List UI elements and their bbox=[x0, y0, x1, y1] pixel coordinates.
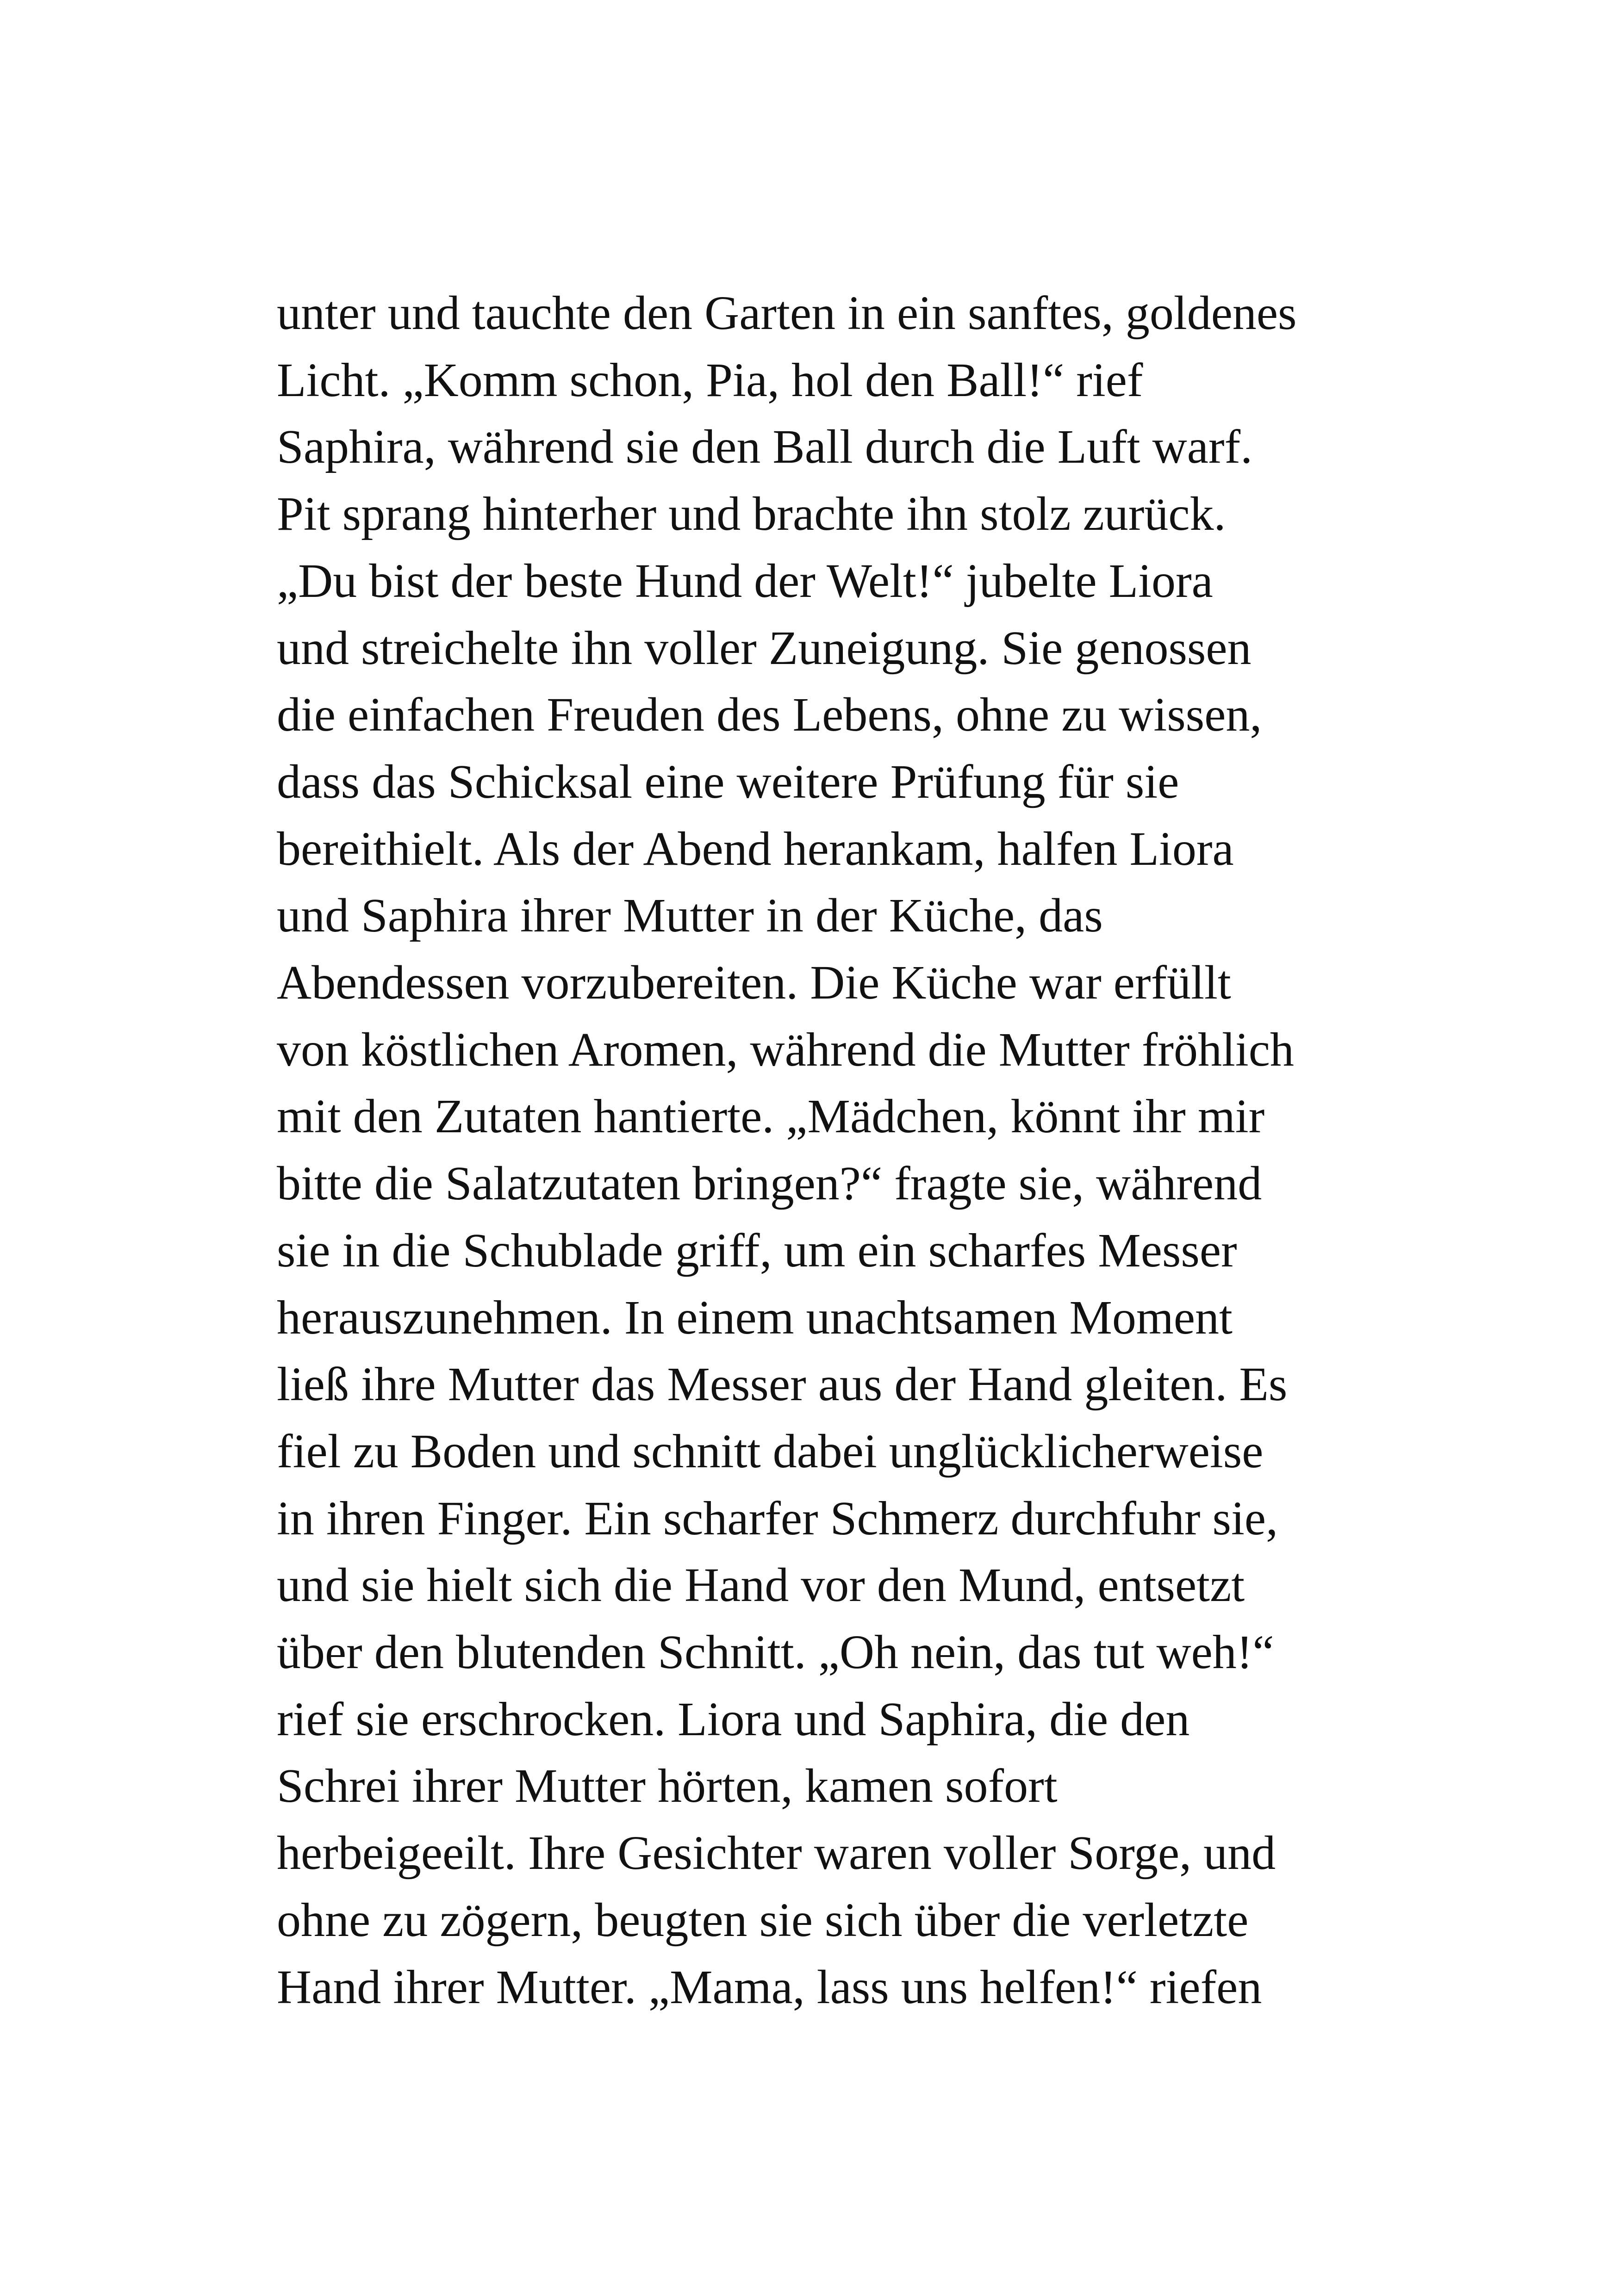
text-line: über den blutenden Schnitt. „Oh nein, das tut weh!“ bbox=[277, 1626, 1274, 1679]
text-line: rief sie erschrocken. Liora und Saphira, die den bbox=[277, 1692, 1190, 1746]
text-line: „Du bist der beste Hund der Welt!“ jubelte Liora bbox=[277, 554, 1213, 608]
text-line: Schrei ihrer Mutter hörten, kamen sofort bbox=[277, 1759, 1058, 1813]
text-line: herauszunehmen. In einem unachtsamen Moment bbox=[277, 1291, 1233, 1344]
text-line: mit den Zutaten hantierte. „Mädchen, könnt ihr mir bbox=[277, 1090, 1265, 1143]
text-line: ohne zu zögern, beugten sie sich über die verletzte bbox=[277, 1893, 1249, 1947]
text-line: die einfachen Freuden des Lebens, ohne zu wissen, bbox=[277, 688, 1262, 742]
text-line: fiel zu Boden und schnitt dabei unglücklicherweise bbox=[277, 1424, 1264, 1478]
text-line: Abendessen vorzubereiten. Die Küche war erfüllt bbox=[277, 956, 1231, 1010]
text-line: von köstlichen Aromen, während die Mutter fröhlich bbox=[277, 1023, 1294, 1076]
text-line: dass das Schicksal eine weitere Prüfung für sie bbox=[277, 755, 1179, 808]
text-line: ließ ihre Mutter das Messer aus der Hand gleiten. Es bbox=[277, 1358, 1288, 1411]
text-line: unter und tauchte den Garten in ein sanftes, goldenes bbox=[277, 286, 1297, 340]
text-line: und streichelte ihn voller Zuneigung. Sie genossen bbox=[277, 621, 1252, 675]
text-line: und Saphira ihrer Mutter in der Küche, das bbox=[277, 889, 1103, 943]
text-line: Saphira, während sie den Ball durch die Luft warf. bbox=[277, 420, 1253, 474]
text-line: Licht. „Komm schon, Pia, hol den Ball!“ rief bbox=[277, 353, 1143, 407]
body-text bbox=[277, 280, 1388, 2021]
text-line: in ihren Finger. Ein scharfer Schmerz durchfuhr sie, bbox=[277, 1491, 1278, 1545]
text-line: sie in die Schublade griff, um ein scharfes Messer bbox=[277, 1223, 1237, 1277]
text-line: herbeigeeilt. Ihre Gesichter waren voller Sorge, und bbox=[277, 1826, 1276, 1880]
text-line: und sie hielt sich die Hand vor den Mund, entsetzt bbox=[277, 1558, 1245, 1612]
text-line: bereithielt. Als der Abend herankam, halfen Liora bbox=[277, 822, 1234, 875]
text-line: Pit sprang hinterher und brachte ihn stolz zurück. bbox=[277, 487, 1226, 541]
text-line: Hand ihrer Mutter. „Mama, lass uns helfen!“ riefen bbox=[277, 1960, 1262, 2014]
text-line: bitte die Salatzutaten bringen?“ fragte sie, während bbox=[277, 1157, 1262, 1210]
